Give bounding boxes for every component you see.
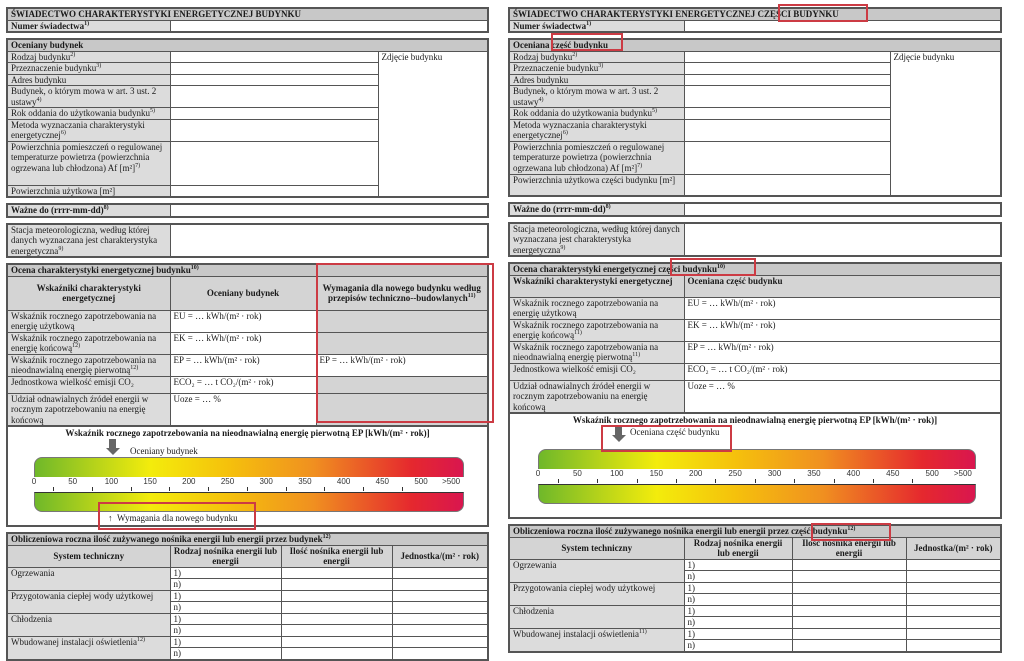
- title-section: [508, 7, 1002, 33]
- building-row-field[interactable]: [170, 51, 378, 63]
- consumption-system-label: Wbudowanej instalacji oświetlenia$^{11)}$: [509, 628, 684, 652]
- certificate-number-field[interactable]: [170, 20, 488, 32]
- certificate-building: [6, 7, 489, 661]
- consumption-amount-field[interactable]: [281, 579, 392, 591]
- assessment-row-label: Jednostkowa wielkość emisji CO₂: [7, 376, 170, 393]
- valid-until-section: [6, 203, 489, 218]
- consumption-system-label: Chłodzenia: [7, 613, 170, 636]
- building-row-label: Przeznaczenie budynku$^{3)}$: [7, 63, 170, 75]
- weather-station-section: [6, 223, 489, 259]
- new-building-requirement-marker: ↑ Wymagania dla nowego budynku: [108, 513, 238, 523]
- building-photo-cell[interactable]: [378, 51, 488, 197]
- building-row-label: Adres budynku: [509, 74, 684, 86]
- assessment-row-label: Udział odnawialnych źródeł energii w rocznym zapotrzebowaniu na energię końcową: [509, 380, 684, 413]
- consumption-carrier-field[interactable]: 1): [170, 613, 281, 625]
- assessment-value[interactable]: EK = … kWh/(m² · rok): [170, 332, 316, 354]
- consumption-amount-field[interactable]: [792, 605, 906, 617]
- consumption-system-label: Przygotowania ciepłej wody użytkowej: [7, 590, 170, 613]
- consumption-col-unit: Jednostka/(m² · rok): [906, 537, 1001, 559]
- consumption-unit-field[interactable]: [392, 648, 488, 660]
- assessment-header: Ocena charakterystyki energetycznej części budynku$^{10)}$: [509, 263, 1001, 275]
- building-row-field[interactable]: [170, 185, 378, 197]
- weather-station-field[interactable]: [684, 223, 1001, 257]
- consumption-amount-field[interactable]: [792, 559, 906, 571]
- assessment-value[interactable]: EK = … kWh/(m² · rok): [684, 319, 1001, 341]
- assessment-requirement: [316, 393, 488, 426]
- assessment-col-indicators: Wskaźniki charakterystyki energetycznej: [509, 275, 684, 297]
- up-arrow-icon: ↑: [108, 513, 113, 523]
- certificate-number-field[interactable]: [684, 20, 1001, 32]
- weather-station-field[interactable]: [170, 224, 488, 258]
- building-part-header: Oceniana część budynku: [509, 39, 1001, 51]
- building-row-field[interactable]: [170, 86, 378, 108]
- building-row-field[interactable]: [684, 63, 890, 75]
- consumption-amount-field[interactable]: [281, 625, 392, 637]
- certificate-title: ŚWIADECTWO CHARAKTERYSTYKI ENERGETYCZNEJ CZĘŚCI BUDYNKU: [509, 8, 1001, 20]
- certificate-building-part: [508, 7, 1002, 653]
- consumption-system-label: Ogrzewania: [509, 559, 684, 582]
- building-row-label: Powierzchnia użytkowa [m²]: [7, 185, 170, 197]
- building-row-label: Adres budynku: [7, 74, 170, 86]
- consumption-amount-field[interactable]: [792, 617, 906, 629]
- consumption-carrier-field[interactable]: 1): [684, 559, 792, 571]
- consumption-header: Obliczeniowa roczna ilość zużywanego nośnika energii lub energii przez część budynku$^{12)}$: [509, 525, 1001, 537]
- consumption-amount-field[interactable]: [792, 571, 906, 583]
- consumption-amount-field[interactable]: [281, 613, 392, 625]
- consumption-carrier-field[interactable]: 1): [170, 590, 281, 602]
- consumption-carrier-field[interactable]: 1): [170, 567, 281, 579]
- consumption-unit-field[interactable]: [906, 582, 1001, 594]
- assessment-row-label: Udział odnawialnych źródeł energii w rocznym zapotrzebowaniu na energię końcową: [7, 393, 170, 426]
- consumption-unit-field[interactable]: [906, 605, 1001, 617]
- consumption-amount-field[interactable]: [792, 594, 906, 606]
- consumption-carrier-field[interactable]: n): [684, 617, 792, 629]
- ep-scale-title: Wskaźnik rocznego zapotrzebowania na nieodnawialną energię pierwotną EP [kWh/(m² · rok)]: [572, 415, 938, 425]
- consumption-unit-field[interactable]: [906, 559, 1001, 571]
- consumption-col-unit: Jednostka/(m² · rok): [392, 545, 488, 567]
- assessment-requirement[interactable]: EP = … kWh/(m² · rok): [316, 354, 488, 376]
- assessment-row-label: Jednostkowa wielkość emisji CO₂: [509, 363, 684, 380]
- consumption-carrier-field[interactable]: 1): [684, 605, 792, 617]
- ep-scale-bar-bottom: [538, 484, 976, 504]
- building-photo-label: Zdjęcie budynku: [381, 51, 443, 62]
- building-row-label: Rodzaj budynku$^{2)}$: [7, 51, 170, 63]
- building-row-field[interactable]: [170, 108, 378, 120]
- assessment-value[interactable]: ECO₂ = … t CO₂/(m² · rok): [684, 363, 1001, 380]
- building-row-field[interactable]: [684, 141, 890, 174]
- assessment-requirement: [316, 310, 488, 332]
- assessment-row-label: Wskaźnik rocznego zapotrzebowania na nieodnawialną energię pierwotną$^{11)}$: [509, 341, 684, 363]
- consumption-unit-field[interactable]: [392, 579, 488, 591]
- consumption-section: [6, 532, 489, 661]
- building-photo-cell[interactable]: [890, 51, 1001, 196]
- assessment-row-label: Wskaźnik rocznego zapotrzebowania na energię użytkową: [7, 310, 170, 332]
- assessment-value[interactable]: ECO₂ = … t CO₂/(m² · rok): [170, 376, 316, 393]
- building-row-label: Powierzchnia użytkowa części budynku [m²]: [509, 174, 684, 196]
- ep-scale: [6, 426, 489, 527]
- consumption-col-system: System techniczny: [7, 545, 170, 567]
- consumption-carrier-field[interactable]: 1): [684, 628, 792, 640]
- ep-scale-bar-bottom: [34, 492, 464, 512]
- building-row-field[interactable]: [684, 174, 890, 196]
- consumption-col-system: System techniczny: [509, 537, 684, 559]
- title-section: [6, 7, 489, 33]
- assessment-requirement: [316, 332, 488, 354]
- building-row-label: Budynek, o którym mowa w art. 3 ust. 2 ustawy$^{4)}$: [509, 86, 684, 108]
- building-row-label: Metoda wyznaczania charakterystyki energetycznej$^{6)}$: [509, 119, 684, 141]
- consumption-unit-field[interactable]: [906, 594, 1001, 606]
- building-row-field[interactable]: [684, 119, 890, 141]
- consumption-unit-field[interactable]: [392, 567, 488, 579]
- building-row-field[interactable]: [170, 63, 378, 75]
- consumption-carrier-field[interactable]: 1): [684, 582, 792, 594]
- certificate-title: ŚWIADECTWO CHARAKTERYSTYKI ENERGETYCZNEJ BUDYNKU: [7, 8, 488, 20]
- building-row-label: Budynek, o którym mowa w art. 3 ust. 2 ustawy$^{4)}$: [7, 86, 170, 108]
- building-row-field[interactable]: [170, 141, 378, 185]
- assessment-requirement: [316, 376, 488, 393]
- consumption-system-label: Ogrzewania: [7, 567, 170, 590]
- assessment-row-label: Wskaźnik rocznego zapotrzebowania na energię końcową$^{11)}$: [509, 319, 684, 341]
- consumption-header: Obliczeniowa roczna ilość zużywanego nośnika energii lub energii przez budynek$^{12)}$: [7, 533, 488, 545]
- consumption-col-amount: Ilość nośnika energii lub energii: [792, 537, 906, 559]
- consumption-col-carrier: Rodzaj nośnika energii lub energii: [170, 545, 281, 567]
- consumption-carrier-field[interactable]: 1): [170, 636, 281, 648]
- weather-station-label: Stacja meteorologiczna, według której danych wyznaczana jest charakterystyka energetyczna$^{9)}$: [509, 223, 684, 257]
- assessment-col-indicators: Wskaźniki charakterystyki energetycznej: [7, 276, 170, 310]
- assessed-part-marker-label: Oceniana część budynku: [630, 427, 720, 437]
- assessment-row-label: Wskaźnik rocznego zapotrzebowania na energię końcową$^{12)}$: [7, 332, 170, 354]
- building-row-label: Rok oddania do użytkowania budynku$^{5)}$: [7, 108, 170, 120]
- building-part-section: [508, 38, 1002, 197]
- building-row-field[interactable]: [170, 119, 378, 141]
- consumption-amount-field[interactable]: [281, 648, 392, 660]
- consumption-system-label: Chłodzenia: [509, 605, 684, 628]
- building-row-label: Rodzaj budynku$^{2)}$: [509, 51, 684, 63]
- title-highlight: CZĘŚCI BUDYNKU: [757, 9, 839, 19]
- assessment-row-label: Wskaźnik rocznego zapotrzebowania na nieodnawialną energię pierwotną$^{12)}$: [7, 354, 170, 376]
- consumption-col-carrier: Rodzaj nośnika energii lub energii: [684, 537, 792, 559]
- building-row-field[interactable]: [170, 74, 378, 86]
- assessed-building-marker-label: Oceniany budynek: [130, 446, 198, 456]
- consumption-unit-field[interactable]: [392, 590, 488, 602]
- consumption-carrier-field[interactable]: n): [684, 594, 792, 606]
- assessment-col-building-part: Oceniana część budynku: [684, 275, 1001, 297]
- assessment-col-building: Oceniany budynek: [170, 276, 316, 310]
- consumption-carrier-field[interactable]: n): [170, 579, 281, 591]
- certificate-number-label: Numer świadectwa$^{1)}$: [7, 20, 170, 32]
- ep-scale-ticks: 0 50 100 150 200 250 300 350 400 450 500 >500: [34, 477, 464, 491]
- weather-station-section: [508, 222, 1002, 258]
- assessment-value[interactable]: EU = … kWh/(m² · rok): [684, 297, 1001, 319]
- consumption-unit-field[interactable]: [392, 625, 488, 637]
- consumption-carrier-field[interactable]: n): [170, 648, 281, 660]
- building-row-label: Metoda wyznaczania charakterystyki energetycznej$^{6)}$: [7, 119, 170, 141]
- ep-scale: [508, 413, 1002, 519]
- consumption-system-label: Wbudowanej instalacji oświetlenia$^{12)}$: [7, 636, 170, 660]
- assessment-value[interactable]: EP = … kWh/(m² · rok): [170, 354, 316, 376]
- consumption-amount-field[interactable]: [281, 602, 392, 614]
- consumption-carrier-field[interactable]: n): [684, 571, 792, 583]
- building-row-field[interactable]: [684, 74, 890, 86]
- ep-scale-title: Wskaźnik rocznego zapotrzebowania na nieodnawialną energię pierwotną EP [kWh/(m² · rok)]: [65, 428, 430, 438]
- consumption-amount-field[interactable]: [792, 582, 906, 594]
- consumption-amount-field[interactable]: [792, 640, 906, 652]
- consumption-unit-field[interactable]: [392, 636, 488, 648]
- assessment-col-requirements: Wymagania dla nowego budynku według przepisów techniczno--budowlanych$^{11)}$: [316, 276, 488, 310]
- assessment-value[interactable]: EU = … kWh/(m² · rok): [170, 310, 316, 332]
- valid-until-label: Ważne do (rrrr-mm-dd)$^{8)}$: [7, 204, 170, 217]
- assessment-row-label: Wskaźnik rocznego zapotrzebowania na energię użytkową: [509, 297, 684, 319]
- assessment-value[interactable]: Uoze = … %: [684, 380, 1001, 413]
- consumption-amount-field[interactable]: [281, 590, 392, 602]
- consumption-unit-field[interactable]: [906, 628, 1001, 640]
- consumption-carrier-field[interactable]: n): [684, 640, 792, 652]
- consumption-unit-field[interactable]: [392, 602, 488, 614]
- assessment-header: Ocena charakterystyki energetycznej budynku$^{10)}$: [7, 264, 488, 276]
- consumption-amount-field[interactable]: [281, 636, 392, 648]
- weather-station-label: Stacja meteorologiczna, według której danych wyznaczana jest charakterystyka energetyczna$^{9)}$: [7, 224, 170, 258]
- consumption-amount-field[interactable]: [792, 628, 906, 640]
- assessment-section: [508, 262, 1002, 413]
- assessment-section: [6, 263, 489, 426]
- consumption-unit-field[interactable]: [906, 640, 1001, 652]
- valid-until-label: Ważne do (rrrr-mm-dd)$^{8)}$: [509, 203, 684, 216]
- valid-until-section: [508, 202, 1002, 217]
- consumption-unit-field[interactable]: [906, 571, 1001, 583]
- assessment-value[interactable]: Uoze = … %: [170, 393, 316, 426]
- consumption-unit-field[interactable]: [906, 617, 1001, 629]
- consumption-carrier-field[interactable]: n): [170, 602, 281, 614]
- ep-scale-bar-top: [34, 457, 464, 477]
- building-row-label: Rok oddania do użytkowania budynku$^{5)}$: [509, 108, 684, 120]
- building-row-label: Powierzchnia pomieszczeń o regulowanej temperaturze powietrza (powierzchnia ogrzewana lub chłodzona) Af $[m^2]^{7)}$: [509, 141, 684, 174]
- building-row-field[interactable]: [684, 51, 890, 63]
- building-photo-label: Zdjęcie budynku: [893, 51, 955, 62]
- consumption-col-amount: Ilość nośnika energii lub energii: [281, 545, 392, 567]
- building-row-field[interactable]: [684, 108, 890, 120]
- consumption-unit-field[interactable]: [392, 613, 488, 625]
- consumption-carrier-field[interactable]: n): [170, 625, 281, 637]
- building-row-label: Powierzchnia pomieszczeń o regulowanej temperaturze powietrza (powierzchnia ogrzewana lub chłodzona) Af $[m^2]^{7)}$: [7, 141, 170, 185]
- assessment-value[interactable]: EP = … kWh/(m² · rok): [684, 341, 1001, 363]
- valid-until-field[interactable]: [170, 204, 488, 217]
- ep-scale-ticks: 0 50 100 150 200 250 300 350 400 450 500 >500: [538, 469, 976, 483]
- consumption-section: [508, 524, 1002, 653]
- consumption-amount-field[interactable]: [281, 567, 392, 579]
- certificate-number-label: Numer świadectwa$^{1)}$: [509, 20, 684, 32]
- valid-until-field[interactable]: [684, 203, 1001, 216]
- building-row-label: Przeznaczenie budynku$^{3)}$: [509, 63, 684, 75]
- ep-scale-bar-top: [538, 449, 976, 469]
- building-row-field[interactable]: [684, 86, 890, 108]
- building-section: [6, 38, 489, 198]
- building-section-header: Oceniany budynek: [7, 39, 488, 51]
- consumption-system-label: Przygotowania ciepłej wody użytkowej: [509, 582, 684, 605]
